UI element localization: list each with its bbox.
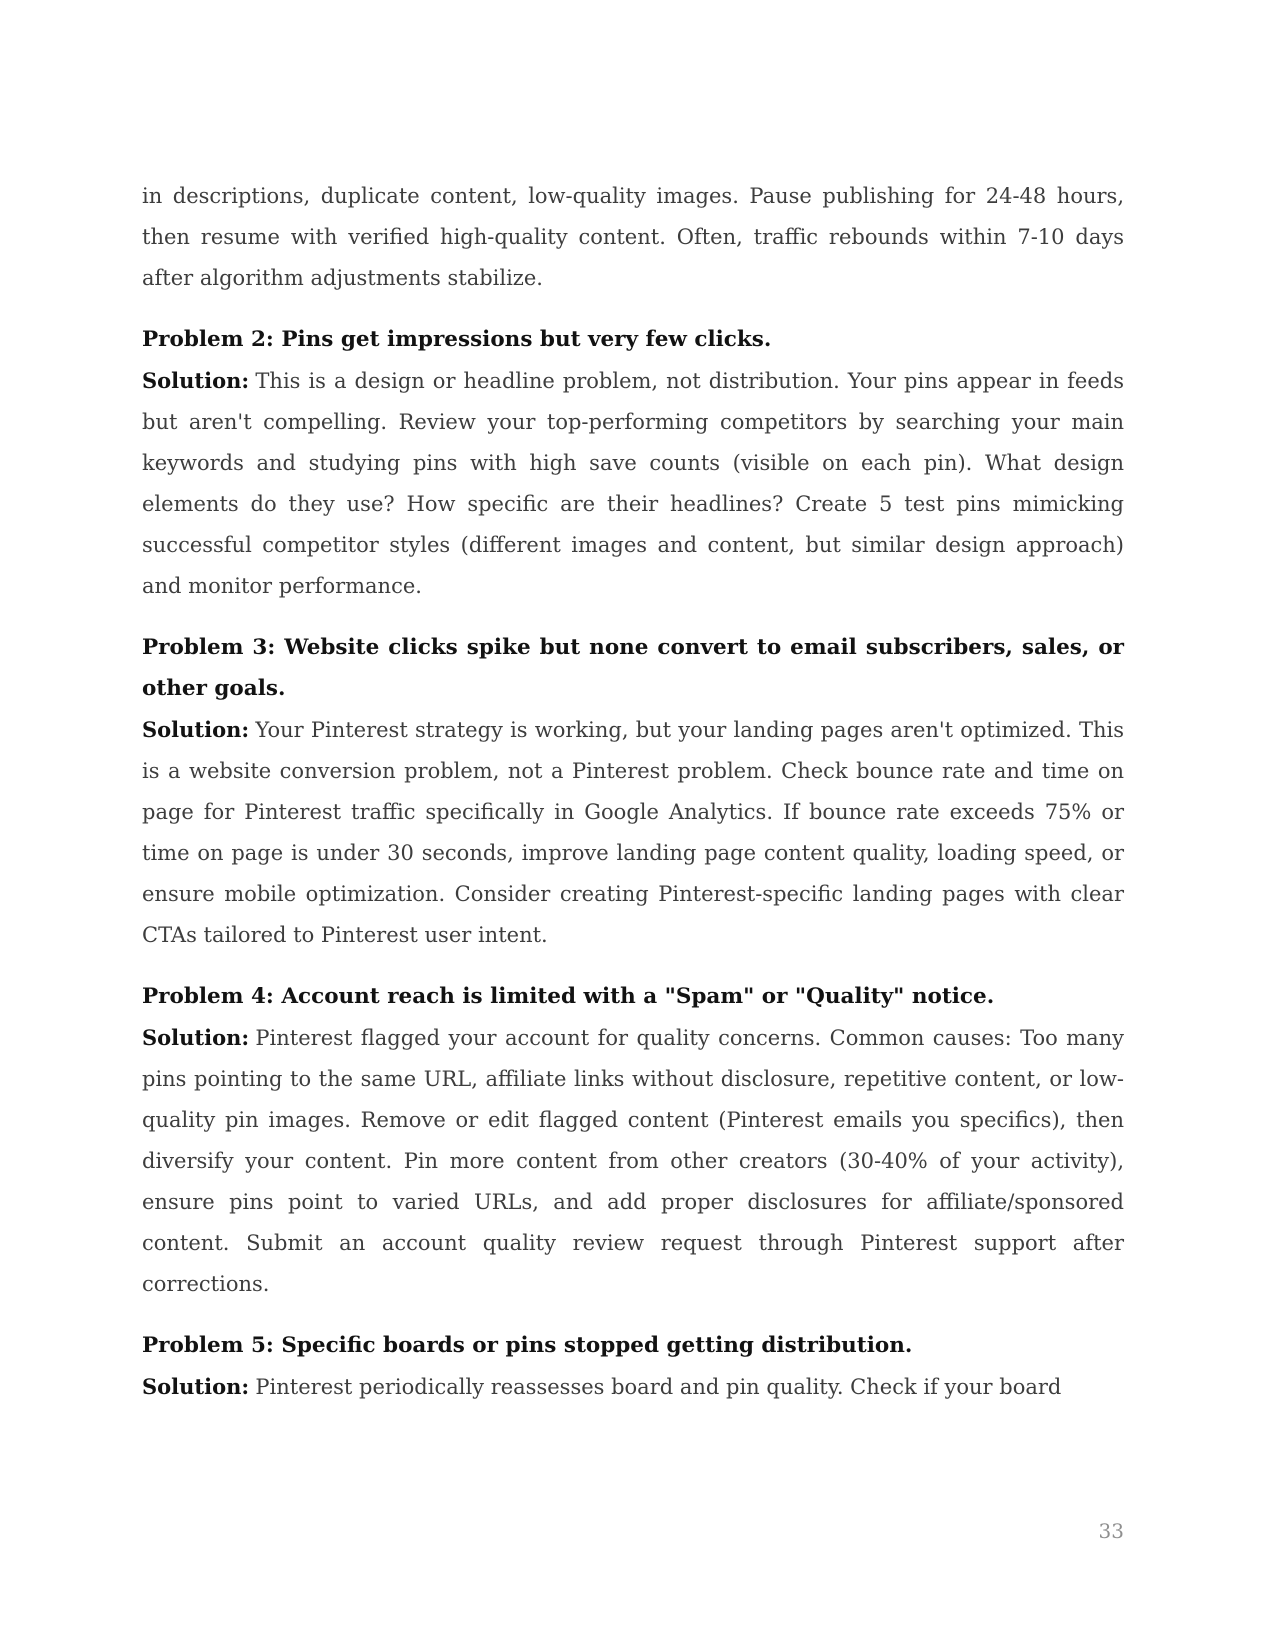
problem-3-solution-paragraph bbox=[142, 709, 1124, 956]
problem-3-solution-text: Your Pinterest strategy is working, but your landing pages aren't optimized. This is a website conversion problem, not a Pinterest problem. Check bounce rate and time on page for Pinterest traffic specifically in Google Analytics. If bounce rate exceeds 75% or time on page is under 30 seconds, improve landing page content quality, loading speed, or ensure mobile optimization. Consider creating Pinterest-specific landing pages with clear CTAs tailored to Pinterest user intent. bbox=[142, 718, 1124, 947]
problem-3-heading: Problem 3: Website clicks spike but none convert to email subscribers, sales, or other goals. bbox=[142, 635, 1124, 701]
solution-label: Solution: bbox=[142, 368, 250, 393]
problem-5-section bbox=[142, 1325, 1124, 1408]
problem-4-solution-text: Pinterest flagged your account for quality concerns. Common causes: Too many pins pointing to the same URL, affiliate links without disclosure, repetitive content, or low-quality pin images. Remove or edit flagged content (Pinterest emails you specifics), then diversify your content. Pin more content from other creators (30-40% of your activity), ensure pins point to varied URLs, and add proper disclosures for affiliate/sponsored content. Submit an account quality review request through Pinterest support after corrections. bbox=[142, 1026, 1124, 1296]
problem-5-solution-paragraph bbox=[142, 1366, 1124, 1408]
problem-3-section bbox=[142, 627, 1124, 956]
intro-paragraph: in descriptions, duplicate content, low-quality images. Pause publishing for 24-48 hours, then resume with verified high-quality content. Often, traffic rebounds within 7-10 days after algorithm adjustments stabilize. bbox=[142, 184, 1124, 290]
problem-4-heading: Problem 4: Account reach is limited with a "Spam" or "Quality" notice. bbox=[142, 984, 995, 1009]
page-content bbox=[142, 176, 1124, 1408]
problem-2-heading: Problem 2: Pins get impressions but very few clicks. bbox=[142, 327, 772, 352]
solution-label: Solution: bbox=[142, 1374, 250, 1399]
problem-2-solution-paragraph bbox=[142, 360, 1124, 607]
page-number: 33 bbox=[1098, 1519, 1124, 1543]
problem-2-section bbox=[142, 319, 1124, 607]
problem-2-solution-text: This is a design or headline problem, not distribution. Your pins appear in feeds but aren't compelling. Review your top-performing competitors by searching your main keywords and studying pins with high save counts (visible on each pin). What design elements do they use? How specific are their headlines? Create 5 test pins mimicking successful competitor styles (different images and content, but similar design approach) and monitor performance. bbox=[142, 369, 1124, 598]
problem-5-solution-text: Pinterest periodically reassesses board and pin quality. Check if your board bbox=[255, 1375, 1062, 1399]
problem-4-solution-paragraph bbox=[142, 1017, 1124, 1305]
problem-5-heading: Problem 5: Specific boards or pins stopped getting distribution. bbox=[142, 1333, 913, 1358]
solution-label: Solution: bbox=[142, 1025, 250, 1050]
solution-label: Solution: bbox=[142, 717, 250, 742]
problem-4-section bbox=[142, 976, 1124, 1305]
